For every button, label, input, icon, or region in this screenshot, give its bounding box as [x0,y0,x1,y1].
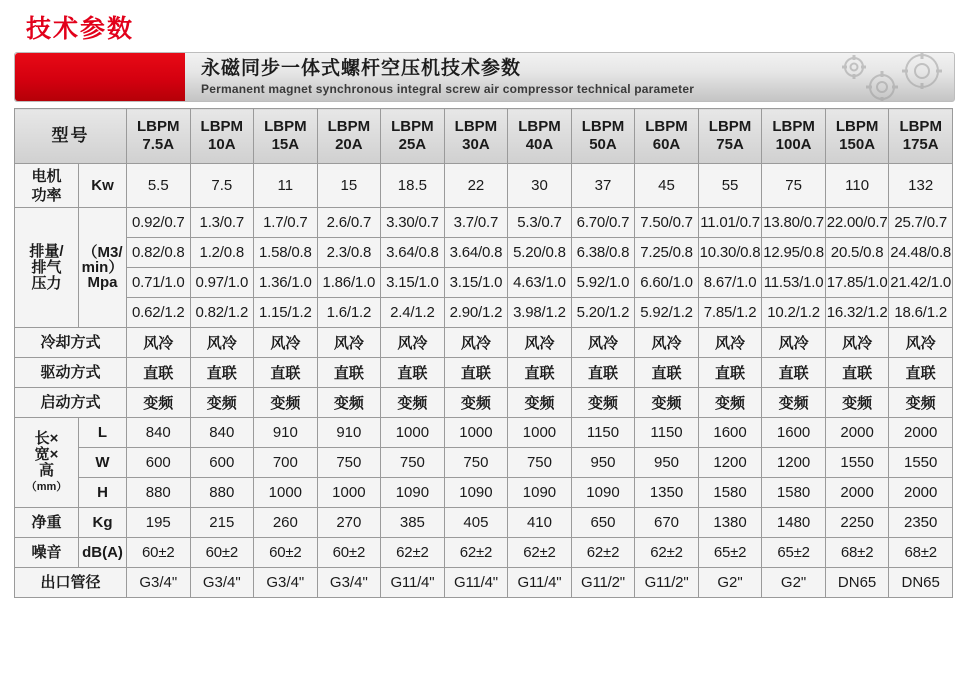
header-model-7: LBPM 50A [571,109,635,164]
cell-disp3-9: 8.67/1.0 [698,268,762,298]
cell-disp3-5: 3.15/1.0 [444,268,508,298]
cell-start-10: 变频 [762,388,826,418]
cell-power-10: 75 [762,164,826,208]
cell-cooling-4: 风冷 [381,328,445,358]
cell-dimW-11: 1550 [825,448,889,478]
cell-power-0: 5.5 [127,164,191,208]
cell-power-11: 110 [825,164,889,208]
cell-cooling-7: 风冷 [571,328,635,358]
cell-drive-12: 直联 [889,358,953,388]
cell-weight-10: 1480 [762,508,826,538]
cell-disp4-5: 2.90/1.2 [444,298,508,328]
cell-outlet-1: G3/4" [190,568,254,598]
cell-dimL-4: 1000 [381,418,445,448]
cell-drive-0: 直联 [127,358,191,388]
cell-start-12: 变频 [889,388,953,418]
table-row-displacement-4 [15,298,953,328]
cell-outlet-12: DN65 [889,568,953,598]
cell-dimH-0: 880 [127,478,191,508]
table-row-dim-l [15,418,953,448]
cell-disp3-1: 0.97/1.0 [190,268,254,298]
cell-power-9: 55 [698,164,762,208]
cell-weight-12: 2350 [889,508,953,538]
cell-disp2-11: 20.5/0.8 [825,238,889,268]
cell-cooling-3: 风冷 [317,328,381,358]
cell-drive-5: 直联 [444,358,508,388]
cell-dimL-1: 840 [190,418,254,448]
row-unit-displacement [79,208,127,328]
header-model-label: 型号 [15,109,127,164]
cell-dimH-9: 1580 [698,478,762,508]
cell-dimW-1: 600 [190,448,254,478]
table-header-row [15,109,953,164]
cell-weight-11: 2250 [825,508,889,538]
cell-outlet-10: G2" [762,568,826,598]
cell-disp1-10: 13.80/0.7 [762,208,826,238]
row-label-displacement [15,208,79,328]
cell-dimL-6: 1000 [508,418,572,448]
cell-cooling-10: 风冷 [762,328,826,358]
cell-start-9: 变频 [698,388,762,418]
cell-disp1-12: 25.7/0.7 [889,208,953,238]
table-row-start-mode [15,388,953,418]
cell-disp3-6: 4.63/1.0 [508,268,572,298]
cell-noise-11: 68±2 [825,538,889,568]
cell-disp2-12: 24.48/0.8 [889,238,953,268]
cell-dimL-9: 1600 [698,418,762,448]
cell-power-4: 18.5 [381,164,445,208]
cell-disp4-1: 0.82/1.2 [190,298,254,328]
cell-dimH-5: 1090 [444,478,508,508]
cell-disp3-4: 3.15/1.0 [381,268,445,298]
cell-drive-11: 直联 [825,358,889,388]
cell-weight-9: 1380 [698,508,762,538]
cell-dimL-5: 1000 [444,418,508,448]
cell-power-5: 22 [444,164,508,208]
cell-start-6: 变频 [508,388,572,418]
table-row-dim-w [15,448,953,478]
banner-title: 永磁同步一体式螺杆空压机技术参数 [201,58,522,79]
table-row-outlet-diameter [15,568,953,598]
cell-cooling-12: 风冷 [889,328,953,358]
technical-parameter-table [14,108,953,598]
cell-disp2-9: 10.30/0.8 [698,238,762,268]
cell-disp1-2: 1.7/0.7 [254,208,318,238]
cell-dimW-5: 750 [444,448,508,478]
header-model-5: LBPM 30A [444,109,508,164]
cell-dimH-8: 1350 [635,478,699,508]
row-unit-dim-w: W [79,448,127,478]
row-label-net-weight: 净重 [15,508,79,538]
cell-dimH-6: 1090 [508,478,572,508]
cell-noise-6: 62±2 [508,538,572,568]
cell-disp4-6: 3.98/1.2 [508,298,572,328]
table-row-drive [15,358,953,388]
cell-disp4-12: 18.6/1.2 [889,298,953,328]
row-label-dimensions [15,418,79,508]
cell-weight-3: 270 [317,508,381,538]
header-model-11: LBPM 150A [825,109,889,164]
cell-disp2-10: 12.95/0.8 [762,238,826,268]
row-label-dim-line3: 高 [38,461,54,479]
cell-dimW-0: 600 [127,448,191,478]
row-unit-dim-l: L [79,418,127,448]
table-row-motor-power [15,164,953,208]
table-row-displacement-2 [15,238,953,268]
cell-dimH-12: 2000 [889,478,953,508]
cell-outlet-7: G11/2" [571,568,635,598]
cell-disp3-2: 1.36/1.0 [254,268,318,298]
cell-disp4-8: 5.92/1.2 [635,298,699,328]
cell-drive-4: 直联 [381,358,445,388]
cell-dimW-12: 1550 [889,448,953,478]
cell-start-2: 变频 [254,388,318,418]
cell-noise-4: 62±2 [381,538,445,568]
cell-disp2-1: 1.2/0.8 [190,238,254,268]
cell-dimL-7: 1150 [571,418,635,448]
cell-noise-9: 65±2 [698,538,762,568]
banner-red-block [15,53,185,101]
cell-weight-5: 405 [444,508,508,538]
row-unit-displacement-text: （M3/ min） Mpa [81,244,124,291]
cell-drive-6: 直联 [508,358,572,388]
cell-cooling-0: 风冷 [127,328,191,358]
cell-weight-7: 650 [571,508,635,538]
cell-outlet-4: G11/4" [381,568,445,598]
cell-power-12: 132 [889,164,953,208]
cell-dimW-9: 1200 [698,448,762,478]
cell-dimW-2: 700 [254,448,318,478]
cell-noise-1: 60±2 [190,538,254,568]
table-row-displacement-1 [15,208,953,238]
cell-noise-0: 60±2 [127,538,191,568]
row-unit-dim-h: H [79,478,127,508]
header-model-9: LBPM 75A [698,109,762,164]
header-model-10: LBPM 100A [762,109,826,164]
cell-disp3-3: 1.86/1.0 [317,268,381,298]
row-label-displacement-text: 排量/ 排气 压力 [29,242,64,292]
cell-dimH-2: 1000 [254,478,318,508]
cell-power-2: 11 [254,164,318,208]
cell-cooling-1: 风冷 [190,328,254,358]
cell-disp4-9: 7.85/1.2 [698,298,762,328]
cell-weight-2: 260 [254,508,318,538]
cell-noise-3: 60±2 [317,538,381,568]
cell-disp3-8: 6.60/1.0 [635,268,699,298]
cell-dimW-6: 750 [508,448,572,478]
cell-start-8: 变频 [635,388,699,418]
cell-disp3-12: 21.42/1.0 [889,268,953,298]
row-unit-net-weight: Kg [79,508,127,538]
row-label-cooling: 冷却方式 [15,328,127,358]
header-model-6: LBPM 40A [508,109,572,164]
cell-weight-4: 385 [381,508,445,538]
cell-start-4: 变频 [381,388,445,418]
cell-disp1-9: 11.01/0.7 [698,208,762,238]
cell-power-3: 15 [317,164,381,208]
cell-disp1-8: 7.50/0.7 [635,208,699,238]
cell-power-7: 37 [571,164,635,208]
cell-disp1-4: 3.30/0.7 [381,208,445,238]
header-model-12: LBPM 175A [889,109,953,164]
cell-disp4-11: 16.32/1.2 [825,298,889,328]
cell-disp4-3: 1.6/1.2 [317,298,381,328]
cell-dimW-3: 750 [317,448,381,478]
row-label-dim-line2: 宽× [34,445,59,463]
header-model-4: LBPM 25A [381,109,445,164]
cell-dimW-4: 750 [381,448,445,478]
cell-dimH-1: 880 [190,478,254,508]
cell-noise-2: 60±2 [254,538,318,568]
cell-cooling-8: 风冷 [635,328,699,358]
cell-dimH-10: 1580 [762,478,826,508]
cell-dimL-0: 840 [127,418,191,448]
cell-noise-8: 62±2 [635,538,699,568]
cell-dimW-10: 1200 [762,448,826,478]
cell-outlet-2: G3/4" [254,568,318,598]
cell-dimL-8: 1150 [635,418,699,448]
cell-disp1-3: 2.6/0.7 [317,208,381,238]
cell-dimW-8: 950 [635,448,699,478]
cell-power-8: 45 [635,164,699,208]
table-row-dim-h [15,478,953,508]
cell-noise-10: 65±2 [762,538,826,568]
cell-weight-1: 215 [190,508,254,538]
cell-disp2-3: 2.3/0.8 [317,238,381,268]
cell-outlet-6: G11/4" [508,568,572,598]
cell-outlet-5: G11/4" [444,568,508,598]
cell-cooling-11: 风冷 [825,328,889,358]
cell-disp3-10: 11.53/1.0 [762,268,826,298]
cell-start-5: 变频 [444,388,508,418]
cell-power-1: 7.5 [190,164,254,208]
header-model-0: LBPM 7.5A [127,109,191,164]
cell-disp3-0: 0.71/1.0 [127,268,191,298]
cell-power-6: 30 [508,164,572,208]
cell-disp4-7: 5.20/1.2 [571,298,635,328]
cell-drive-1: 直联 [190,358,254,388]
header-model-2: LBPM 15A [254,109,318,164]
table-row-noise [15,538,953,568]
cell-disp1-1: 1.3/0.7 [190,208,254,238]
cell-start-11: 变频 [825,388,889,418]
cell-disp2-0: 0.82/0.8 [127,238,191,268]
cell-dimH-7: 1090 [571,478,635,508]
gears-icon [830,53,950,101]
row-label-start-mode: 启动方式 [15,388,127,418]
cell-dimL-3: 910 [317,418,381,448]
cell-weight-6: 410 [508,508,572,538]
cell-disp2-2: 1.58/0.8 [254,238,318,268]
table-row-cooling [15,328,953,358]
cell-cooling-5: 风冷 [444,328,508,358]
cell-dimL-2: 910 [254,418,318,448]
cell-disp2-7: 6.38/0.8 [571,238,635,268]
cell-weight-8: 670 [635,508,699,538]
cell-disp1-0: 0.92/0.7 [127,208,191,238]
cell-cooling-2: 风冷 [254,328,318,358]
cell-weight-0: 195 [127,508,191,538]
row-unit-noise: dB(A) [79,538,127,568]
cell-drive-2: 直联 [254,358,318,388]
cell-disp1-5: 3.7/0.7 [444,208,508,238]
header-model-3: LBPM 20A [317,109,381,164]
cell-start-7: 变频 [571,388,635,418]
header-model-1: LBPM 10A [190,109,254,164]
cell-disp2-8: 7.25/0.8 [635,238,699,268]
cell-disp1-7: 6.70/0.7 [571,208,635,238]
cell-noise-5: 62±2 [444,538,508,568]
cell-dimH-11: 2000 [825,478,889,508]
cell-disp2-5: 3.64/0.8 [444,238,508,268]
cell-disp1-11: 22.00/0.7 [825,208,889,238]
row-unit-motor-power: Kw [79,164,127,208]
cell-drive-3: 直联 [317,358,381,388]
cell-outlet-11: DN65 [825,568,889,598]
banner-text [201,56,901,97]
cell-disp4-2: 1.15/1.2 [254,298,318,328]
cell-start-1: 变频 [190,388,254,418]
header-model-8: LBPM 60A [635,109,699,164]
table-row-displacement-3 [15,268,953,298]
cell-drive-8: 直联 [635,358,699,388]
cell-disp3-7: 5.92/1.0 [571,268,635,298]
table-row-net-weight [15,508,953,538]
cell-disp4-4: 2.4/1.2 [381,298,445,328]
cell-cooling-9: 风冷 [698,328,762,358]
cell-disp1-6: 5.3/0.7 [508,208,572,238]
row-label-drive: 驱动方式 [15,358,127,388]
cell-noise-7: 62±2 [571,538,635,568]
cell-drive-9: 直联 [698,358,762,388]
cell-dimL-10: 1600 [762,418,826,448]
cell-noise-12: 68±2 [889,538,953,568]
cell-dimL-12: 2000 [889,418,953,448]
banner [14,52,955,102]
cell-outlet-0: G3/4" [127,568,191,598]
cell-drive-10: 直联 [762,358,826,388]
cell-outlet-3: G3/4" [317,568,381,598]
cell-drive-7: 直联 [571,358,635,388]
cell-outlet-8: G11/2" [635,568,699,598]
cell-start-3: 变频 [317,388,381,418]
cell-cooling-6: 风冷 [508,328,572,358]
banner-subtitle: Permanent magnet synchronous integral screw air compressor technical parameter [201,82,695,96]
row-label-dim-line1: 长× [34,429,59,447]
cell-outlet-9: G2" [698,568,762,598]
cell-disp2-6: 5.20/0.8 [508,238,572,268]
cell-disp4-0: 0.62/1.2 [127,298,191,328]
row-label-motor-power: 电机 功率 [15,164,79,208]
cell-disp2-4: 3.64/0.8 [381,238,445,268]
cell-disp4-10: 10.2/1.2 [762,298,826,328]
cell-dimL-11: 2000 [825,418,889,448]
cell-dimH-4: 1090 [381,478,445,508]
row-label-noise: 噪音 [15,538,79,568]
cell-dimH-3: 1000 [317,478,381,508]
cell-start-0: 变频 [127,388,191,418]
cell-disp3-11: 17.85/1.0 [825,268,889,298]
row-label-outlet-diameter: 出口管径 [15,568,127,598]
page-title: 技术参数 [26,15,135,43]
row-label-dim-line4: （mm） [25,480,68,493]
cell-dimW-7: 950 [571,448,635,478]
